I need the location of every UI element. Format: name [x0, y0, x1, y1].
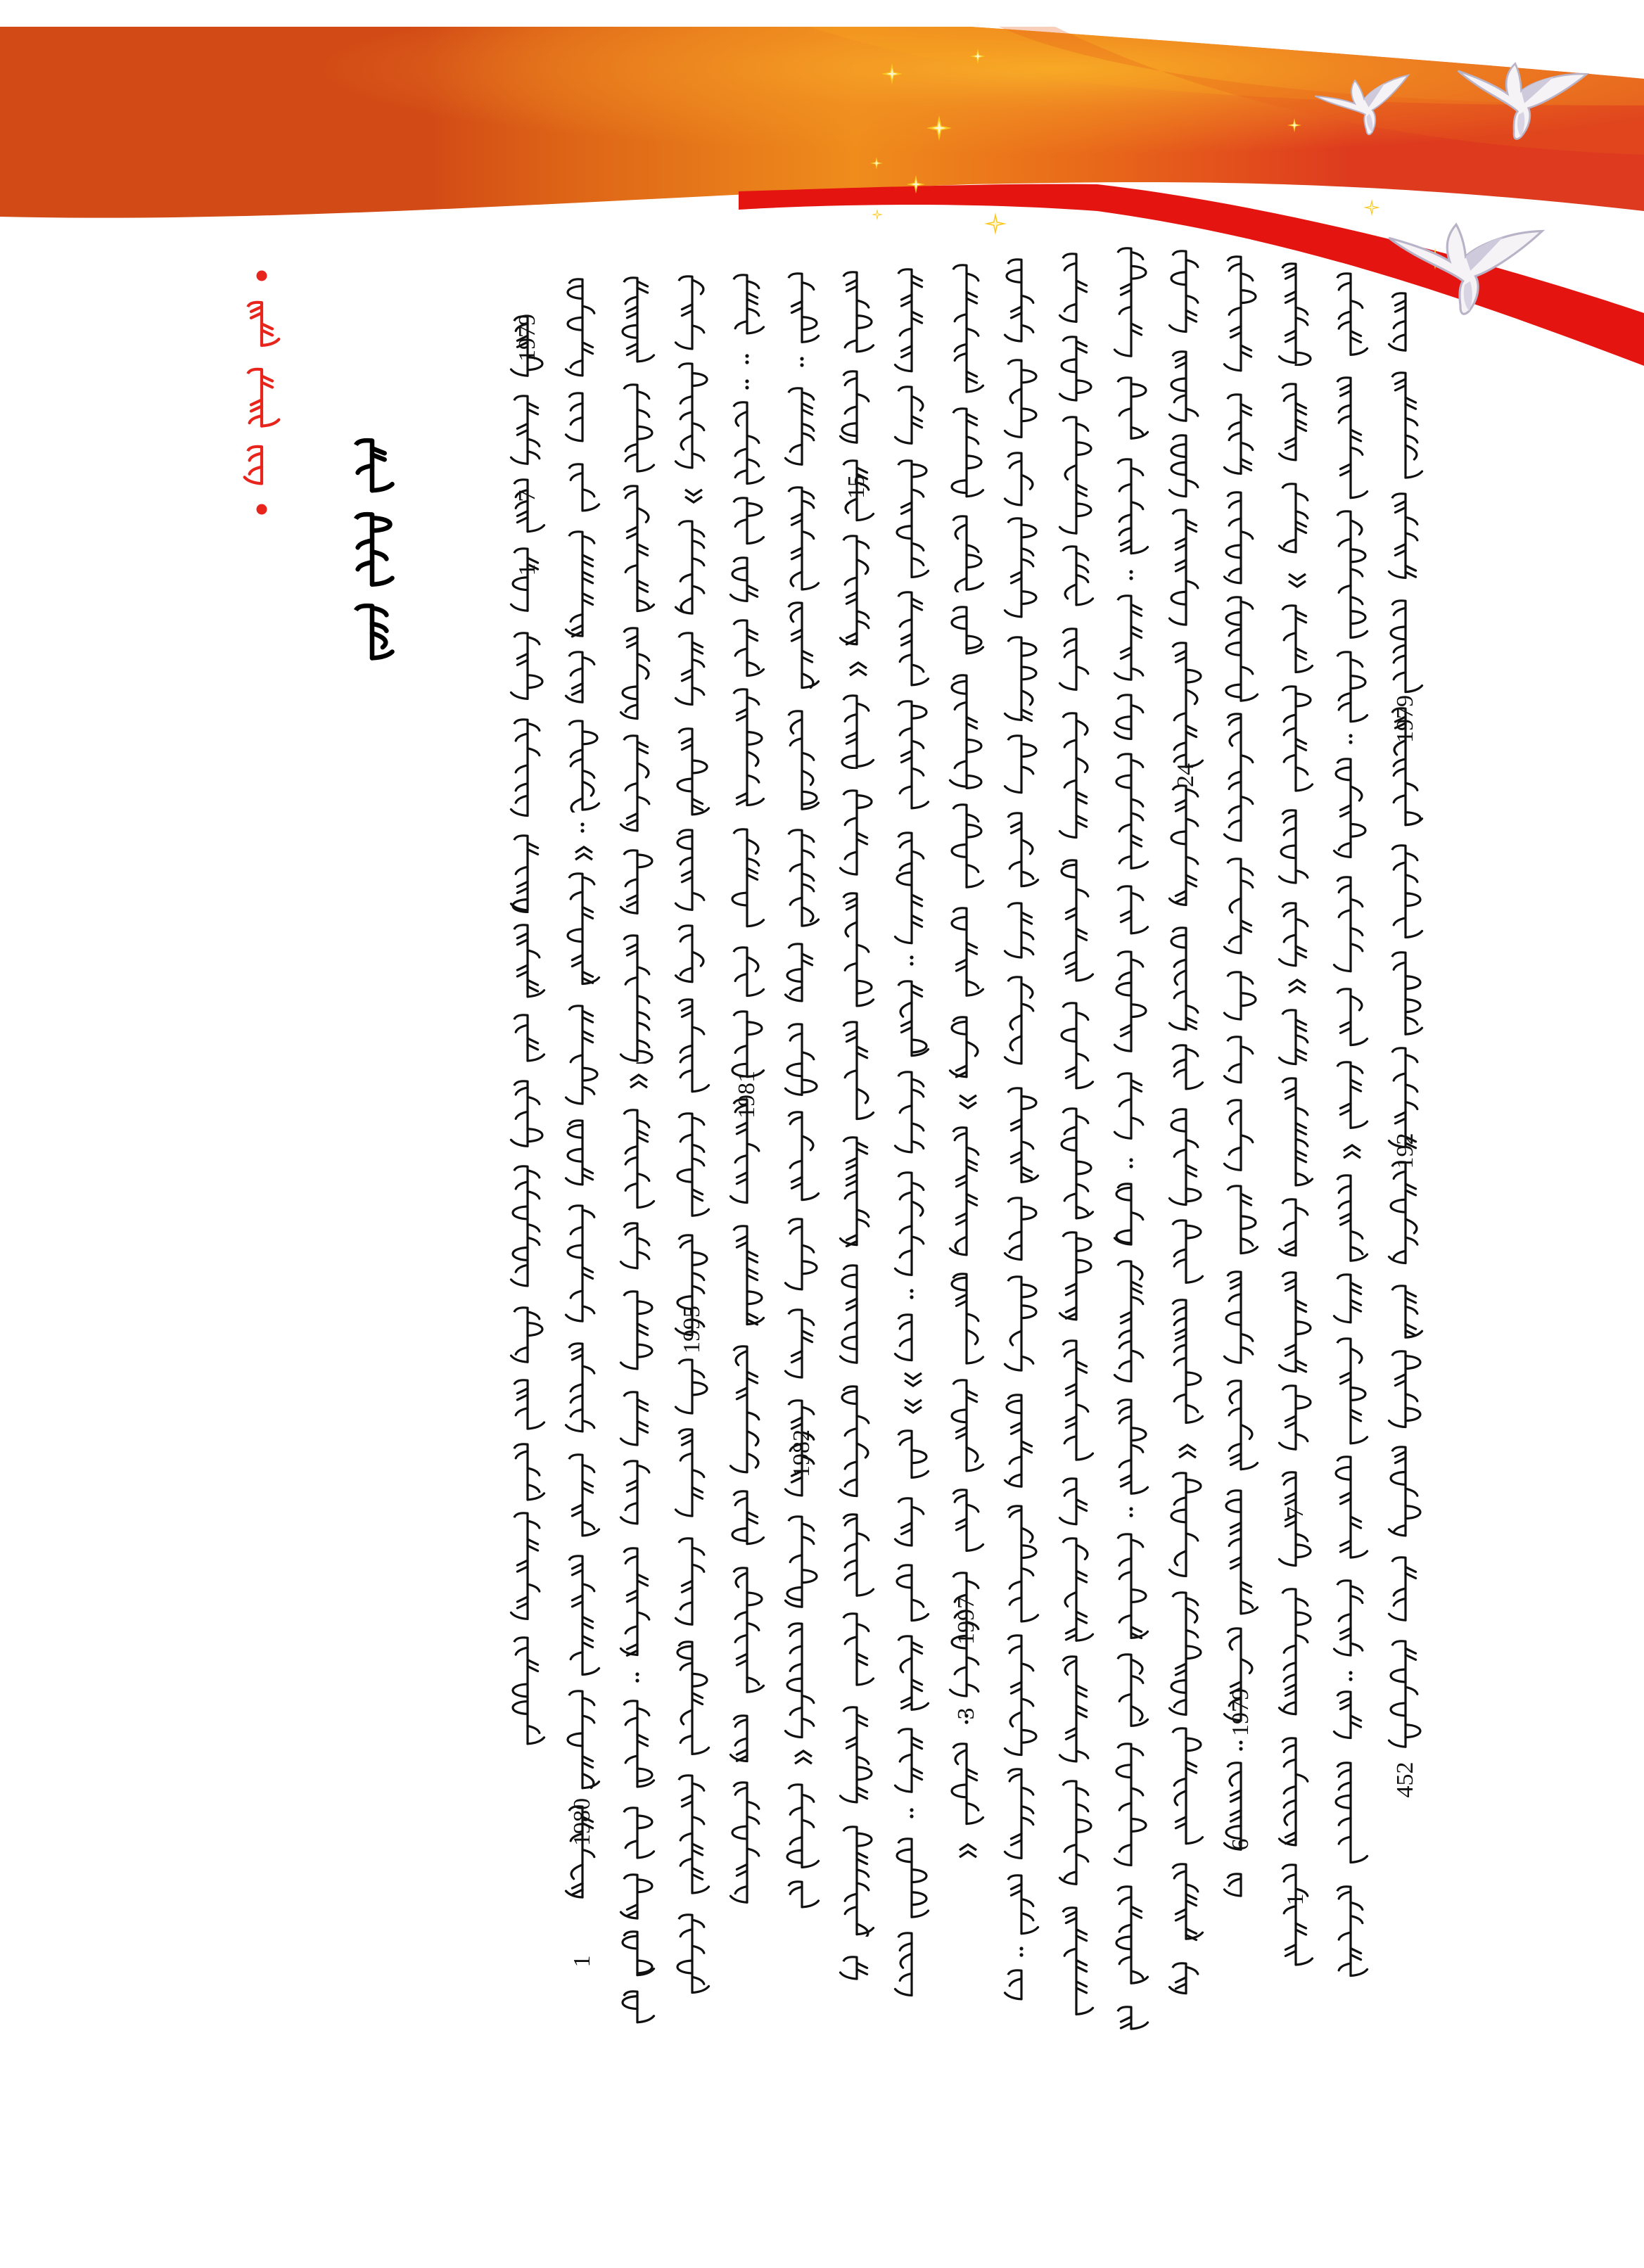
body-text-column [1276, 260, 1315, 2026]
embedded-number: 1997 [953, 1597, 979, 1645]
embedded-number: 192 [1392, 1133, 1418, 1169]
embedded-number: 1 [1282, 1893, 1308, 1906]
body-text-column [618, 274, 657, 2026]
embedded-number: 1979 [514, 314, 540, 362]
rubric-heading-column [241, 298, 282, 485]
article-title-column [348, 435, 396, 677]
embedded-number: 1 [569, 1955, 595, 1968]
embedded-number: 7 [514, 490, 540, 502]
body-text-column [1002, 256, 1041, 2026]
body-text-column [1057, 250, 1096, 2026]
body-text-column [1221, 253, 1261, 2026]
embedded-number: 3 [953, 1707, 979, 1720]
embedded-number: 1979 [1228, 1688, 1254, 1736]
body-text-column [1166, 248, 1206, 2026]
body-text-column [1331, 270, 1370, 2002]
rubric-bullet-dot [257, 271, 267, 281]
embedded-number: 1980 [569, 1798, 595, 1846]
embedded-number: 452 [1392, 1761, 1418, 1798]
body-text-column [1386, 290, 1425, 2033]
body-text-column [508, 313, 547, 1963]
embedded-number: 1995 [679, 1306, 705, 1353]
embedded-number: 24 [1173, 763, 1199, 787]
embedded-number: 1981 [734, 1071, 760, 1119]
star-sparkle-icon [872, 209, 883, 220]
rubric-bullet-dot [257, 504, 267, 515]
star-sparkle-icon [984, 212, 1007, 235]
body-text-column [837, 269, 877, 2026]
embedded-number: 1 [514, 563, 540, 576]
embedded-number: 1982 [789, 1429, 815, 1477]
body-text-column [563, 276, 602, 1978]
body-text-column [782, 270, 822, 2026]
body-text-column [947, 262, 986, 2026]
embedded-number: 15 [843, 475, 869, 499]
embedded-number: 6 [1228, 1838, 1254, 1851]
star-sparkle-icon [1363, 199, 1380, 216]
embedded-number: 1979 [1392, 695, 1418, 743]
body-text-column [1111, 245, 1151, 2026]
body-text-column [727, 272, 767, 2026]
body-text-column [892, 266, 931, 2026]
embedded-number: 7 [1282, 1506, 1308, 1519]
body-text-column [673, 273, 712, 2026]
